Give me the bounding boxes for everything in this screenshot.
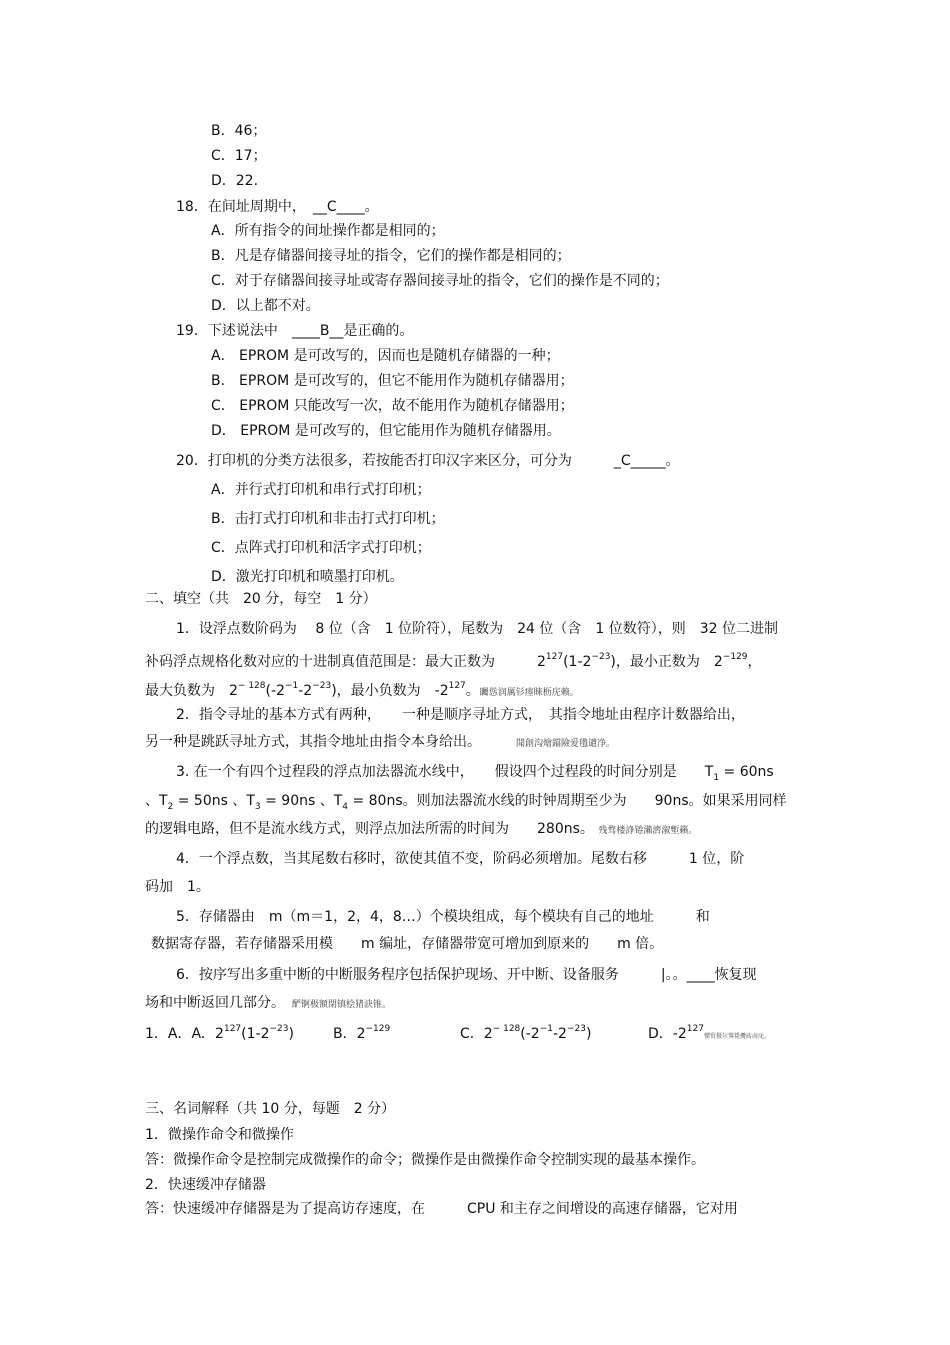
fill3-line3: 的逻辑电路，但不是流水线方式，则浮点加法所需的时间为 280ns。 残骛楼諍锩瀨濟溆塹籟。	[145, 821, 698, 837]
term2-answer: 答：快速缓冲存储器是为了提高访存速度，在 CPU 和主存之间增设的高速存储器，它对用	[145, 1201, 738, 1217]
q17-option-b: B．46；	[211, 123, 267, 139]
fill2-line1: 2．指令寻址的基本方式有两种， 一种是顺序寻址方式， 其指令地址由程序计数器给出，	[176, 707, 745, 723]
q19-stem: 19．下述说法中 ____B__是正确的。	[176, 323, 414, 339]
section2-title: 二、填空（共 20 分，每空 1 分）	[145, 591, 377, 607]
q20-option-d: D．激光打印机和喷墨打印机。	[211, 569, 404, 585]
answer-a: 1．A．A．$2^{127}(1-2^{-23})$	[145, 1024, 294, 1042]
q18-stem: 18．在间址周期中， __C____。	[176, 199, 379, 215]
q18-option-d: D．以上都不对。	[211, 298, 320, 314]
answer-d-garble: 彈贸摄尔霁毙攬砖卤庑。	[703, 1033, 770, 1040]
term2-title: 2．快速缓冲存储器	[145, 1177, 266, 1193]
q17-option-c: C．17；	[211, 148, 267, 164]
q18-option-c: C．对于存储器间接寻址或寄存器间接寻址的指令，它们的操作是不同的；	[211, 273, 669, 289]
q18-option-b: B．凡是存储器间接寻址的指令，它们的操作都是相同的；	[211, 248, 571, 264]
fill3-line1: 3. 在一个有四个过程段的浮点加法器流水线中， 假设四个过程段的时间分别是 $T_1 = 60ns$	[176, 764, 774, 783]
q19-option-d: D． EPROM 是可改写的，但它能用作为随机存储器用。	[211, 423, 561, 439]
fill6-garble: 酽锕极額閉镇桧猪訣锥。	[292, 1000, 392, 1010]
fill1-line3: 最大负数为 $2^{- 128}(-2^{-1}-2^{-23})$，最小负数为 $-2^{127}$。矚慫润厲钐瘗睞枥庑赖。	[145, 681, 579, 699]
fill5-line1: 5．存储器由 m（m＝1，2，4，8…）个模块组成，每个模块有自己的地址 和	[176, 909, 710, 925]
fill1-garble: 矚慫润厲钐瘗睞枥庑赖。	[479, 688, 579, 698]
answer-d: D．$-2^{127}$彈贸摄尔霁毙攬砖卤庑。	[648, 1024, 770, 1042]
section3-title: 三、名词解释（共 10 分，每题 2 分）	[145, 1101, 396, 1117]
fill4-line1: 4．一个浮点数，当其尾数右移时，欲使其值不变，阶码必须增加。尾数右移 1 位，阶	[176, 851, 745, 867]
fill3-garble: 残骛楼諍锩瀨濟溆塹籟。	[598, 826, 698, 836]
q17-option-d: D．22.	[211, 173, 259, 189]
q19-option-c: C． EPROM 只能改写一次，故不能用作为随机存储器用；	[211, 398, 574, 414]
fill6-line1: 6．按序写出多重中断的中断服务程序包括保护现场、开中断、设备服务 |。。____恢复现	[176, 967, 757, 983]
answer-b: B．$2^{-129}$	[333, 1024, 391, 1042]
term1-answer: 答：微操作命令是控制完成微操作的命令；微操作是由微操作命令控制实现的最基本操作。	[145, 1152, 705, 1168]
answer-c: C．$2^{- 128}(-2^{-1}-2^{-23})$	[460, 1024, 592, 1042]
fill2-garble: 聞創沟燴鐺險爱氇谴净。	[516, 739, 616, 749]
fill1-line2: 补码浮点规格化数对应的十进制真值范围是：最大正数为 $2^{127}(1-2^{-23})$，最小正数为 $2^{-129}$，	[145, 652, 762, 670]
q18-option-a: A．所有指令的间址操作都是相同的；	[211, 223, 445, 239]
q20-option-c: C．点阵式打印机和活字式打印机；	[211, 540, 431, 556]
q19-option-b: B． EPROM 是可改写的，但它不能用作为随机存储器用；	[211, 373, 574, 389]
q20-option-b: B．击打式打印机和非击打式打印机；	[211, 511, 445, 527]
fill2-line2: 另一种是跳跃寻址方式，其指令地址由指令本身给出。 聞創沟燴鐺險爱氇谴净。	[145, 734, 616, 750]
q20-stem: 20．打印机的分类方法很多，若按能否打印汉字来区分，可分为 _C_____。	[176, 453, 680, 469]
q19-option-a: A． EPROM 是可改写的，因而也是随机存储器的一种；	[211, 348, 560, 364]
term1-title: 1．微操作命令和微操作	[145, 1127, 294, 1143]
fill4-line2: 码加 1。	[145, 879, 210, 895]
fill5-line2: 数据寄存器，若存储器采用模 m 编址，存储器带宽可增加到原来的 m 倍。	[151, 936, 664, 952]
q20-option-a: A．并行式打印机和串行式打印机；	[211, 482, 431, 498]
fill6-line2: 场和中断返回几部分。 酽锕极額閉镇桧猪訣锥。	[145, 995, 392, 1011]
fill3-line2: 、$T_2 = 50ns$ 、$T_3 = 90ns$ 、$T_4 = 80ns$。则加法器流水线的时钟周期至少为 90ns。如果采用同样	[145, 793, 787, 812]
fill1-line1: 1．设浮点数阶码为 8 位（含 1 位阶符），尾数为 24 位（含 1 位数符），则 32 位二进制	[176, 621, 778, 637]
